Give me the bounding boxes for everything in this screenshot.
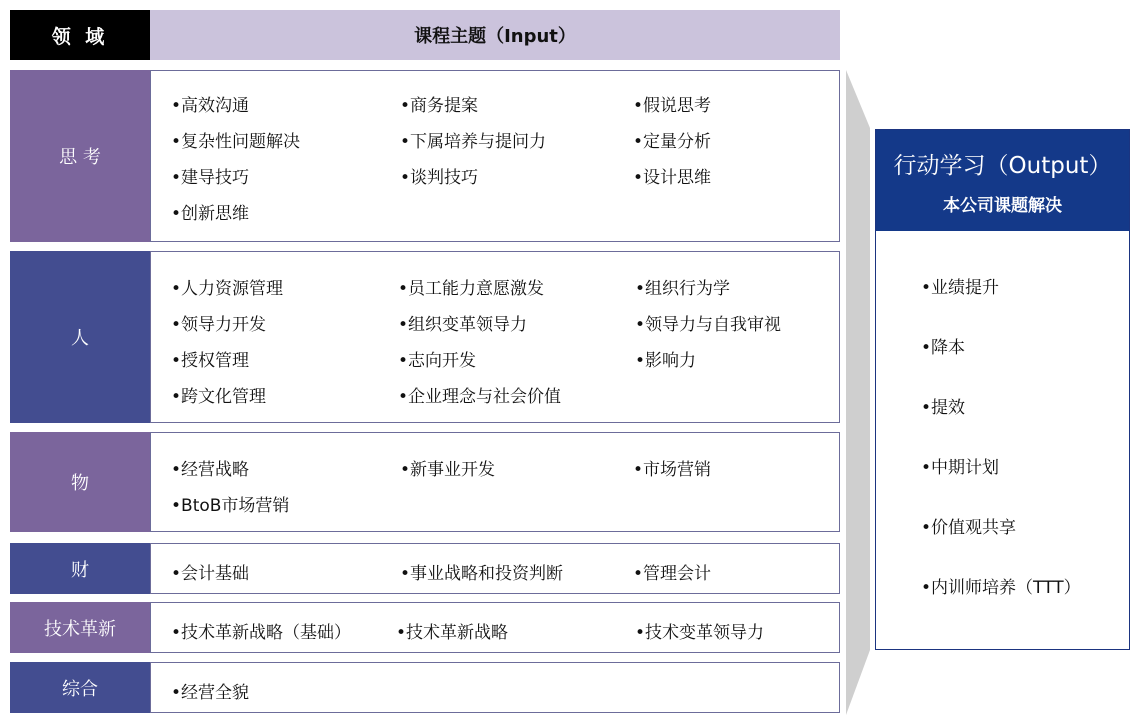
output-panel bbox=[875, 129, 1130, 650]
course-item: •事业战略和投资判断 bbox=[400, 564, 564, 584]
course-item: •组织行为学 bbox=[635, 279, 731, 299]
course-list bbox=[150, 543, 840, 594]
domain-label: 财 bbox=[10, 543, 150, 594]
course-item: •企业理念与社会价值 bbox=[398, 387, 562, 407]
course-item: •技术革新战略 bbox=[396, 623, 509, 643]
course-item: •技术变革领导力 bbox=[635, 623, 765, 643]
output-header bbox=[876, 130, 1129, 231]
output-item: •中期计划 bbox=[921, 458, 1000, 478]
course-item: •建导技巧 bbox=[171, 168, 250, 188]
course-item: •经营全貌 bbox=[171, 683, 250, 703]
course-list bbox=[150, 602, 840, 653]
course-item: •新事业开发 bbox=[400, 460, 496, 480]
course-item: •技术革新战略（基础） bbox=[171, 623, 352, 643]
course-list bbox=[150, 251, 840, 423]
output-item: •降本 bbox=[921, 338, 966, 358]
course-item: •会计基础 bbox=[171, 564, 250, 584]
course-item: •人力资源管理 bbox=[171, 279, 284, 299]
course-list bbox=[150, 432, 840, 532]
domain-row-things bbox=[10, 432, 840, 532]
course-item: •跨文化管理 bbox=[171, 387, 267, 407]
course-item: •谈判技巧 bbox=[400, 168, 479, 188]
domain-row-finance bbox=[10, 543, 840, 594]
course-item: •设计思维 bbox=[633, 168, 712, 188]
course-item: •高效沟通 bbox=[171, 96, 250, 116]
course-item: •定量分析 bbox=[633, 132, 712, 152]
domain-row-innovation bbox=[10, 602, 840, 653]
output-item: •内训师培养（TTT） bbox=[921, 578, 1081, 598]
course-item: •管理会计 bbox=[633, 564, 712, 584]
course-item: •BtoB市场营销 bbox=[171, 496, 290, 516]
domain-label: 人 bbox=[10, 251, 150, 423]
course-item: •领导力与自我审视 bbox=[635, 315, 782, 335]
course-topic-header: 课程主题（Input） bbox=[150, 10, 840, 60]
output-item: •价值观共享 bbox=[921, 518, 1017, 538]
course-item: •假说思考 bbox=[633, 96, 712, 116]
course-item: •授权管理 bbox=[171, 351, 250, 371]
output-item: •提效 bbox=[921, 398, 966, 418]
domain-header: 领 域 bbox=[10, 10, 150, 60]
course-item: •市场营销 bbox=[633, 460, 712, 480]
course-item: •复杂性问题解决 bbox=[171, 132, 301, 152]
domain-label: 综合 bbox=[10, 662, 150, 713]
output-item: •业绩提升 bbox=[921, 278, 1000, 298]
course-item: •商务提案 bbox=[400, 96, 479, 116]
course-item: •下属培养与提问力 bbox=[400, 132, 547, 152]
domain-label: 技术革新 bbox=[10, 602, 150, 653]
flow-arrow-shape bbox=[846, 70, 870, 715]
domain-row-general bbox=[10, 662, 840, 713]
domain-row-thinking bbox=[10, 70, 840, 242]
course-list bbox=[150, 662, 840, 713]
course-item: •组织变革领导力 bbox=[398, 315, 528, 335]
course-item: •志向开发 bbox=[398, 351, 477, 371]
course-item: •经营战略 bbox=[171, 460, 250, 480]
domain-label: 思 考 bbox=[10, 70, 150, 242]
course-item: •创新思维 bbox=[171, 204, 250, 224]
course-item: •领导力开发 bbox=[171, 315, 267, 335]
output-subtitle: 本公司课题解决 bbox=[943, 196, 1062, 216]
course-list bbox=[150, 70, 840, 242]
output-title: 行动学习（Output） bbox=[893, 153, 1112, 179]
domain-label: 物 bbox=[10, 432, 150, 532]
course-item: •影响力 bbox=[635, 351, 697, 371]
course-item: •员工能力意愿激发 bbox=[398, 279, 545, 299]
domain-row-people bbox=[10, 251, 840, 423]
